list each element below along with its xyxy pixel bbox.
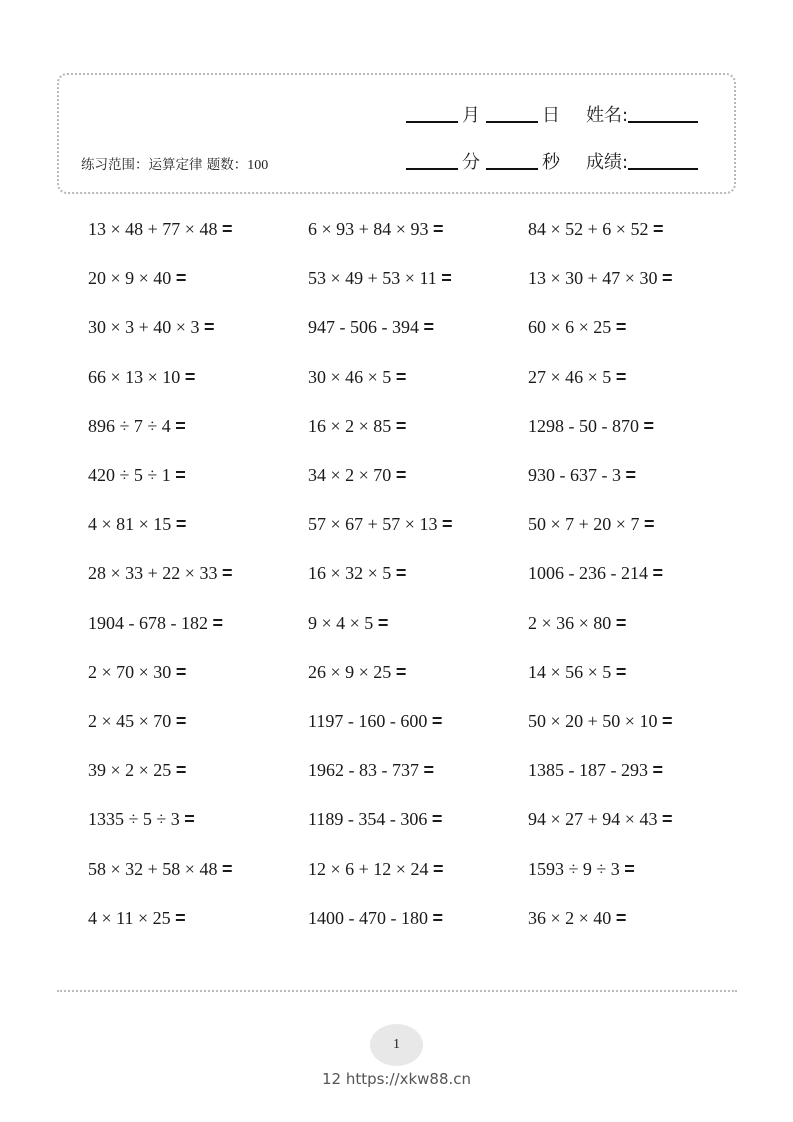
problem-row (88, 746, 748, 795)
equals-sign: = (423, 760, 435, 781)
problem-expression: 60 × 6 × 25 (528, 317, 612, 338)
problem-expression: 947 - 506 - 394 (308, 317, 419, 338)
time-score-row (406, 148, 698, 174)
problem-expression: 1593 ÷ 9 ÷ 3 (528, 858, 620, 879)
problem-item (528, 219, 748, 240)
problem-item (528, 809, 748, 830)
minute-blank[interactable] (406, 167, 458, 170)
equals-sign: = (175, 415, 186, 436)
equals-sign: = (175, 907, 186, 928)
problem-item (88, 367, 308, 388)
name-label: 姓名: (586, 105, 629, 126)
equals-sign: = (212, 612, 224, 633)
problem-expression: 6 × 93 + 84 × 93 (308, 219, 429, 240)
problem-item (308, 613, 528, 634)
equals-sign: = (625, 465, 637, 486)
equals-sign: = (615, 612, 627, 633)
problem-item (88, 317, 308, 338)
problem-count: 100 (247, 158, 269, 173)
problem-item (308, 514, 528, 535)
problem-item (88, 859, 308, 880)
date-name-row (406, 101, 698, 127)
equals-sign: = (432, 907, 444, 928)
problem-expression: 27 × 46 × 5 (528, 366, 612, 387)
problem-expression: 30 × 46 × 5 (308, 366, 392, 387)
equals-sign: = (615, 317, 627, 338)
equals-sign: = (643, 415, 655, 436)
page-number: 1 (393, 1037, 400, 1052)
problem-grid (88, 205, 748, 943)
header-box (57, 73, 736, 194)
problem-item (308, 268, 528, 289)
equals-sign: = (652, 760, 664, 781)
problem-row (88, 648, 748, 697)
problem-row (88, 697, 748, 746)
problem-expression: 84 × 52 + 6 × 52 (528, 219, 649, 240)
problem-item (528, 908, 748, 929)
day-label: 日 (542, 105, 560, 126)
equals-sign: = (203, 317, 215, 338)
equals-sign: = (615, 661, 627, 682)
problem-expression: 1298 - 50 - 870 (528, 415, 639, 436)
problem-item (528, 711, 748, 732)
problem-item (308, 711, 528, 732)
equals-sign: = (624, 858, 635, 879)
equals-sign: = (661, 268, 673, 289)
problem-expression: 1189 - 354 - 306 (308, 809, 428, 830)
equals-sign: = (395, 661, 407, 682)
problem-row (88, 303, 748, 352)
equals-sign: = (395, 366, 407, 387)
equals-sign: = (441, 268, 452, 289)
problem-item (528, 662, 748, 683)
problem-row (88, 599, 748, 648)
problem-row (88, 500, 748, 549)
equals-sign: = (175, 661, 187, 682)
name-blank[interactable] (628, 120, 698, 123)
month-label: 月 (462, 105, 480, 126)
problem-expression: 1385 - 187 - 293 (528, 760, 648, 781)
equals-sign: = (175, 268, 187, 289)
problem-row (88, 844, 748, 893)
problem-item (88, 563, 308, 584)
problem-row (88, 549, 748, 598)
problem-expression: 13 × 30 + 47 × 30 (528, 268, 658, 289)
equals-sign: = (652, 219, 664, 240)
problem-item (528, 416, 748, 437)
problem-item (308, 465, 528, 486)
problem-item (308, 760, 528, 781)
problem-item (88, 809, 308, 830)
problem-expression: 20 × 9 × 40 (88, 268, 172, 289)
problem-expression: 30 × 3 + 40 × 3 (88, 317, 200, 338)
problem-item (308, 859, 528, 880)
day-blank[interactable] (486, 120, 538, 123)
problem-expression: 28 × 33 + 22 × 33 (88, 563, 218, 584)
problem-expression: 4 × 81 × 15 (88, 514, 172, 535)
equals-sign: = (377, 612, 389, 633)
problem-expression: 34 × 2 × 70 (308, 465, 392, 486)
problem-expression: 1400 - 470 - 180 (308, 907, 428, 928)
problem-expression: 50 × 20 + 50 × 10 (528, 710, 658, 731)
problem-expression: 930 - 637 - 3 (528, 465, 621, 486)
problem-item (528, 514, 748, 535)
problem-expression: 1962 - 83 - 737 (308, 760, 419, 781)
problem-item (308, 367, 528, 388)
problem-item (88, 416, 308, 437)
problem-expression: 1904 - 678 - 182 (88, 612, 208, 633)
problem-item (88, 908, 308, 929)
problem-item (88, 268, 308, 289)
score-label: 成绩: (586, 152, 629, 173)
problem-item (88, 514, 308, 535)
equals-sign: = (175, 514, 187, 535)
problem-expression: 1335 ÷ 5 ÷ 3 (88, 809, 180, 830)
problem-item (308, 809, 528, 830)
problem-item (308, 317, 528, 338)
month-blank[interactable] (406, 120, 458, 123)
equals-sign: = (395, 465, 407, 486)
problem-item (308, 662, 528, 683)
problem-expression: 896 ÷ 7 ÷ 4 (88, 415, 171, 436)
equals-sign: = (184, 366, 196, 387)
problem-item (308, 563, 528, 584)
problem-item (528, 760, 748, 781)
footer-divider (57, 990, 737, 992)
score-blank[interactable] (628, 167, 698, 170)
equals-sign: = (661, 710, 673, 731)
problem-item (528, 613, 748, 634)
problem-row (88, 353, 748, 402)
equals-sign: = (441, 514, 453, 535)
second-label: 秒 (542, 152, 560, 173)
equals-sign: = (221, 858, 233, 879)
problem-expression: 2 × 36 × 80 (528, 612, 612, 633)
problem-expression: 50 × 7 + 20 × 7 (528, 514, 640, 535)
equals-sign: = (395, 563, 407, 584)
equals-sign: = (431, 710, 443, 731)
problem-row (88, 451, 748, 500)
equals-sign: = (643, 514, 655, 535)
practice-scope (81, 153, 268, 174)
problem-item (88, 711, 308, 732)
problem-item (528, 563, 748, 584)
problem-item (528, 367, 748, 388)
problem-expression: 2 × 45 × 70 (88, 710, 172, 731)
equals-sign: = (221, 219, 233, 240)
problem-expression: 1006 - 236 - 214 (528, 563, 648, 584)
problem-expression: 420 ÷ 5 ÷ 1 (88, 465, 171, 486)
problem-expression: 57 × 67 + 57 × 13 (308, 514, 438, 535)
problem-expression: 12 × 6 + 12 × 24 (308, 858, 429, 879)
problem-item (88, 613, 308, 634)
equals-sign: = (652, 563, 664, 584)
problem-expression: 13 × 48 + 77 × 48 (88, 219, 218, 240)
problem-item (528, 465, 748, 486)
problem-expression: 94 × 27 + 94 × 43 (528, 809, 658, 830)
problem-expression: 1197 - 160 - 600 (308, 710, 428, 731)
problem-expression: 4 × 11 × 25 (88, 907, 171, 928)
problem-item (308, 219, 528, 240)
problem-expression: 9 × 4 × 5 (308, 612, 374, 633)
equals-sign: = (175, 760, 187, 781)
equals-sign: = (175, 465, 186, 486)
equals-sign: = (432, 858, 444, 879)
problem-expression: 66 × 13 × 10 (88, 366, 181, 387)
problem-row (88, 795, 748, 844)
problem-item (528, 859, 748, 880)
minute-label: 分 (462, 152, 480, 173)
equals-sign: = (221, 563, 233, 584)
problem-expression: 53 × 49 + 53 × 11 (308, 268, 437, 289)
problem-row (88, 205, 748, 254)
equals-sign: = (432, 219, 444, 240)
problem-row (88, 402, 748, 451)
equals-sign: = (395, 415, 407, 436)
problem-item (528, 268, 748, 289)
equals-sign: = (615, 907, 627, 928)
problem-item (88, 219, 308, 240)
problem-row (88, 254, 748, 303)
equals-sign: = (175, 710, 187, 731)
problem-expression: 14 × 56 × 5 (528, 661, 612, 682)
problem-item (308, 908, 528, 929)
problem-item (528, 317, 748, 338)
problem-item (88, 760, 308, 781)
equals-sign: = (423, 317, 435, 338)
equals-sign: = (184, 809, 195, 830)
second-blank[interactable] (486, 167, 538, 170)
problem-expression: 26 × 9 × 25 (308, 661, 392, 682)
problem-expression: 39 × 2 × 25 (88, 760, 172, 781)
watermark: 12 https://xkw88.cn (321, 1070, 472, 1088)
problem-item (88, 465, 308, 486)
problem-item (308, 416, 528, 437)
scope-text: 练习范围：运算定律 题数： (81, 157, 248, 173)
problem-row (88, 894, 748, 943)
equals-sign: = (661, 809, 673, 830)
problem-expression: 16 × 32 × 5 (308, 563, 392, 584)
problem-expression: 2 × 70 × 30 (88, 661, 172, 682)
problem-item (88, 662, 308, 683)
equals-sign: = (431, 809, 443, 830)
equals-sign: = (615, 366, 627, 387)
problem-expression: 58 × 32 + 58 × 48 (88, 858, 218, 879)
problem-expression: 36 × 2 × 40 (528, 907, 612, 928)
page-number-badge (370, 1024, 423, 1066)
problem-expression: 16 × 2 × 85 (308, 415, 392, 436)
